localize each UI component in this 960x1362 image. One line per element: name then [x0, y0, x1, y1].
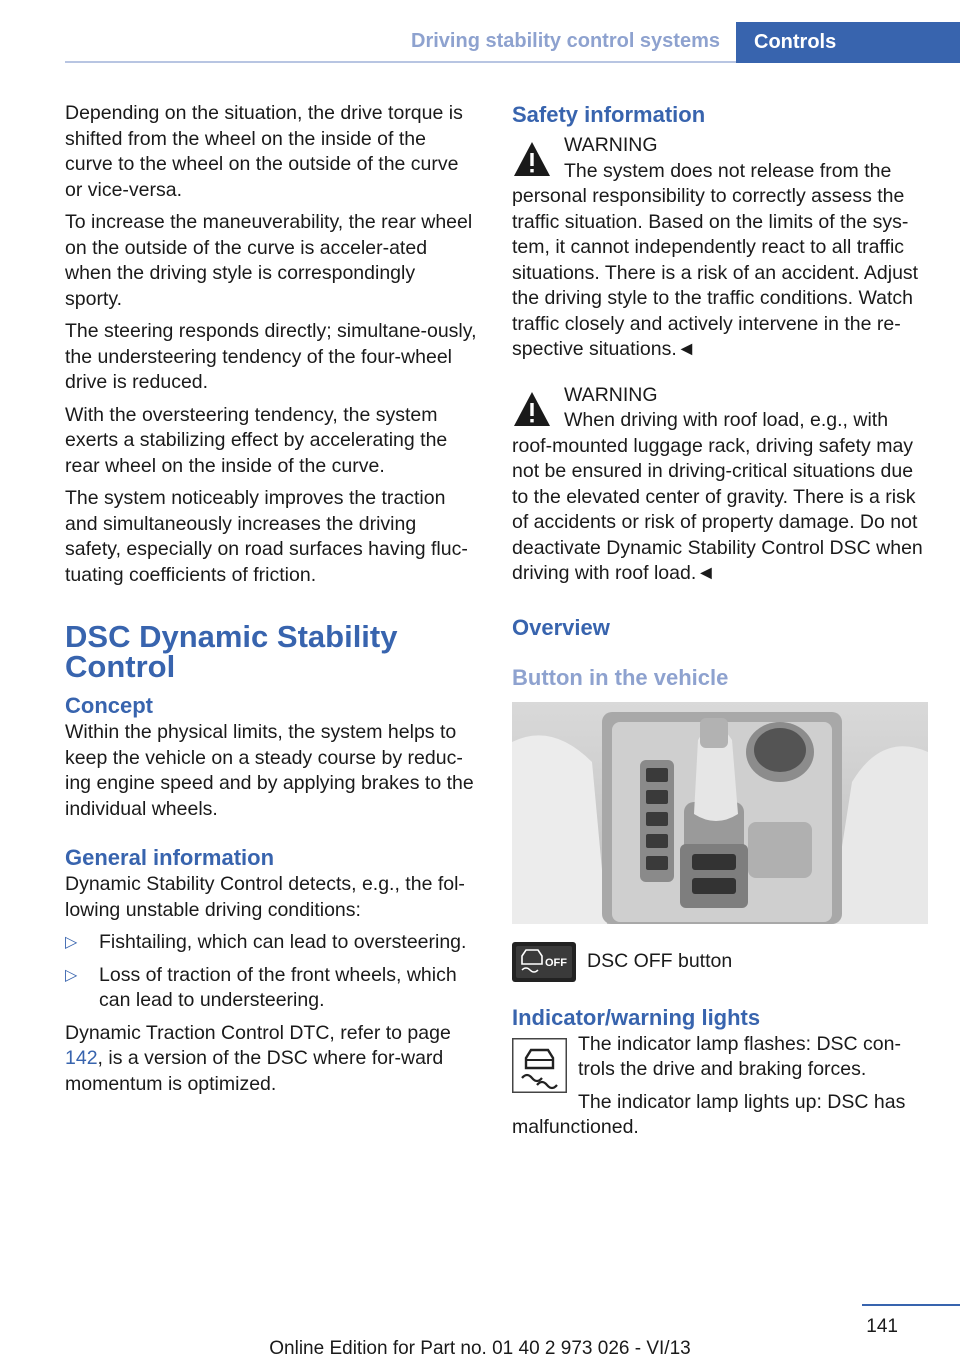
warning-label: WARNING — [564, 134, 658, 156]
left-column — [65, 101, 477, 1104]
general-info-heading: General information — [65, 845, 275, 870]
bullet-arrow-icon: ▷ — [65, 934, 78, 951]
list-item — [65, 930, 477, 956]
bullet-arrow-icon: ▷ — [65, 966, 78, 984]
dsc-icon-text: OFF — [545, 956, 567, 969]
center-console-image — [512, 702, 928, 924]
right-column — [512, 101, 930, 1148]
warning-label: WARNING — [564, 383, 658, 406]
warning-triangle-icon — [512, 139, 552, 179]
paragraph: The steering responds directly; simultane-ously, the understeering tendency of the four-wheel drive is reduced. — [65, 320, 477, 393]
indicator-heading: Indicator/warning lights — [512, 1004, 761, 1030]
list-item-text: Loss of traction of the front wheels, which can lead to understeering. — [99, 963, 457, 1011]
dsc-indicator-icon — [512, 1038, 567, 1093]
condition-list — [65, 930, 477, 1014]
paragraph: With the oversteering tendency, the system exerts a stabilizing effect by accelerating the rear wheel on the inside of the curve. — [65, 403, 448, 477]
dtc-paragraph — [65, 1021, 477, 1098]
paragraph: Depending on the situation, the drive torque is shifted from the wheel on the inside of the curve to the wheel on the outside of the curve or vice-versa. — [65, 102, 463, 201]
safety-heading: Safety information — [512, 102, 706, 127]
dtc-text: Dynamic Traction Control DTC, refer to page — [65, 1021, 451, 1044]
overview-heading: Overview — [512, 614, 610, 640]
dsc-off-button-icon[interactable] — [512, 942, 576, 982]
general-info-text: Dynamic Stability Control detects, e.g., the fol-lowing unstable driving conditions: — [65, 873, 465, 921]
footer-edition: Online Edition for Part no. 01 40 2 973 026 - VI/13 — [269, 1338, 691, 1359]
list-item-text: Fishtailing, which can lead to oversteering. — [99, 931, 467, 953]
concept-text: Within the physical limits, the system helps to keep the vehicle on a steady course by reduc-ing engine speed and by applying brakes to the individual wheels. — [65, 721, 474, 820]
paragraph: The system noticeably improves the traction and simultaneously increases the driving safety, especially on road surfaces having fluc-tuating coefficients of friction. — [65, 487, 468, 586]
list-item — [65, 963, 477, 1014]
header-section-title: Driving stability control systems — [411, 30, 720, 52]
warning-block — [512, 133, 930, 363]
page-number: 141 — [866, 1316, 898, 1337]
header-tab-controls[interactable]: Controls — [736, 22, 960, 63]
indicator-text: The indicator lamp flashes: DSC con-trols the drive and braking forces. — [578, 1032, 901, 1080]
dsc-off-row — [512, 942, 930, 982]
warning-triangle-icon — [512, 389, 552, 429]
dsc-off-label: DSC OFF button — [587, 949, 733, 972]
section-title: DSC Dynamic Stability Control — [65, 619, 398, 684]
warning-text: The system does not release from the personal responsibility to correctly assess the traffic situation. Based on the limits of the sys-tem, it cannot independently react to all traffic situations. There is a risk of an accident. Adjust the driving style to the traffic conditions. Watch traffic closely and actively intervene in the re-spective situations.◄ — [512, 159, 919, 360]
button-heading: Button in the vehicle — [512, 664, 729, 690]
warning-block — [512, 383, 930, 587]
concept-heading: Concept — [65, 693, 153, 718]
warning-text: When driving with roof load, e.g., with roof-mounted luggage rack, driving safety may not be ensured in driving-critical situations due to the elevated center of gravity. There is a risk of accidents or risk of property damage. Do not deactivate Dynamic Stability Control DSC when driving with roof load.◄ — [512, 409, 923, 584]
paragraph: To increase the maneuverability, the rear wheel on the outside of the curve is acceler-ated when the driving style is correspondingly sporty. — [65, 211, 473, 310]
dtc-text: , is a version of the DSC where for-ward momentum is optimized. — [65, 1047, 444, 1095]
indicator-text: The indicator lamp lights up: DSC has malfunctioned. — [512, 1090, 906, 1138]
footer-rule — [862, 1304, 960, 1306]
page-link[interactable]: 142 — [65, 1047, 98, 1069]
indicator-block — [512, 1032, 930, 1141]
